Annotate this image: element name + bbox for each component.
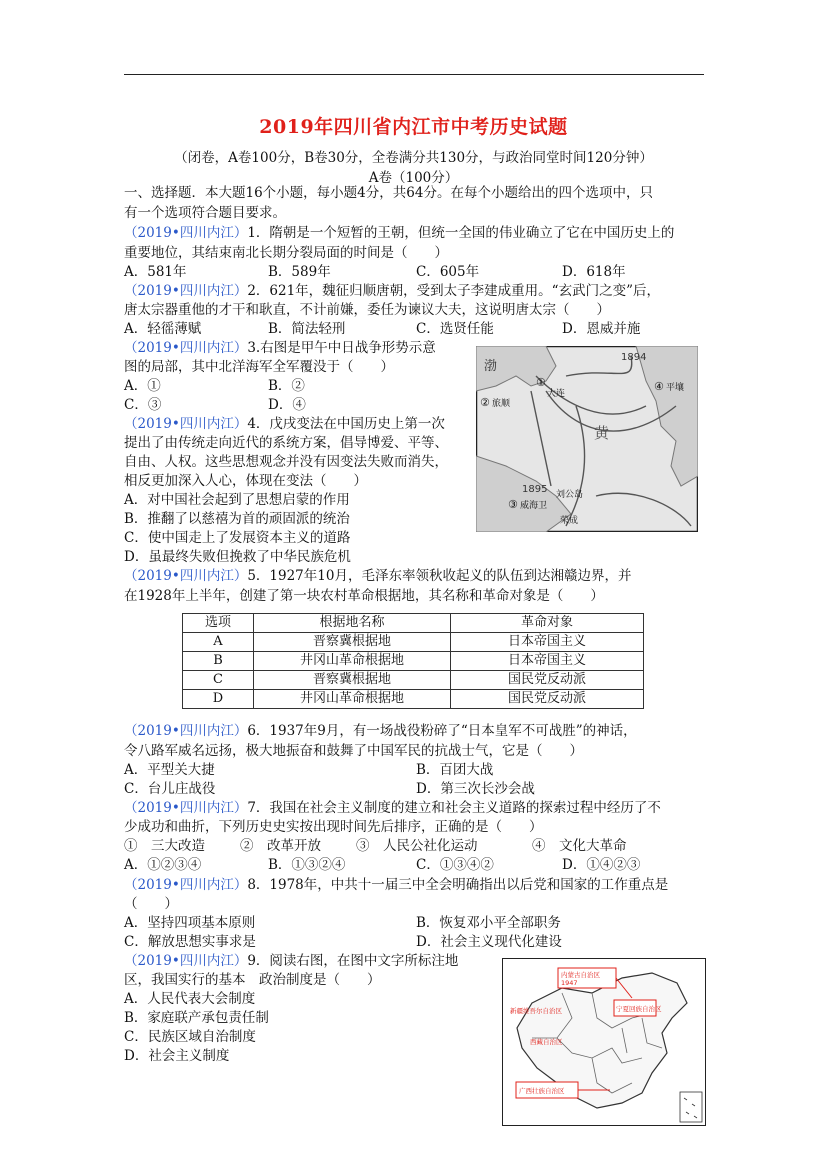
- question-7: （2019•四川内江）7．我国在社会主义制度的建立和社会主义道路的探索过程中经历了不: [124, 800, 661, 816]
- q6-option-d[interactable]: D．第三次长沙会战: [416, 781, 535, 797]
- q8-option-b[interactable]: B．恢复邓小平全部职务: [416, 915, 561, 931]
- south-china-sea-inset: [680, 1092, 702, 1122]
- q1-option-c[interactable]: C．605年: [416, 264, 480, 280]
- map-label-yellow-sea: 黄: [594, 424, 610, 442]
- table-cell: 国民党反动派: [451, 671, 644, 690]
- map-marker-3: ③: [508, 498, 518, 511]
- sino-japanese-war-map: [476, 346, 698, 532]
- map-label-tibet: 西藏自治区: [530, 1038, 563, 1046]
- question-1-line-2: 重要地位，其结束南北长期分裂局面的时间是（ ）: [124, 245, 448, 261]
- q7-item-2: ② 改革开放: [240, 838, 321, 854]
- map-label-weihaiwei: 威海卫: [520, 501, 548, 511]
- q4-option-d[interactable]: D．虽最终失败但挽救了中华民族危机: [124, 549, 351, 565]
- q2-option-b[interactable]: B．简法轻刑: [268, 321, 346, 337]
- q7-option-d[interactable]: D．①④②③: [562, 857, 641, 873]
- q1-option-d[interactable]: D．618年: [562, 264, 626, 280]
- q3-option-b[interactable]: B．②: [268, 378, 305, 394]
- table-header: 选项: [183, 614, 254, 633]
- q4-option-a[interactable]: A．对中国社会起到了思想启蒙的作用: [124, 492, 350, 508]
- q2-option-c[interactable]: C．选贤任能: [416, 321, 494, 337]
- table-cell: A: [183, 633, 254, 652]
- q7-item-3: ③ 人民公社化运动: [356, 838, 478, 854]
- q9-option-a[interactable]: A．人民代表大会制度: [124, 991, 256, 1007]
- question-7-line-2: 少成功和曲折，下列历史史实按出现时间先后排序，正确的是（ ）: [124, 819, 543, 835]
- map-marker-1: ①: [536, 376, 546, 389]
- q8-option-c[interactable]: C．解放思想实事求是: [124, 934, 256, 950]
- map-label-1895: 1895: [522, 484, 548, 495]
- question-1: （2019•四川内江）1．隋朝是一个短暂的王朝，但统一全国的伟业确立了它在中国历史上的: [124, 225, 675, 241]
- table-cell: 井冈山革命根据地: [254, 690, 451, 709]
- q3-option-d[interactable]: D．④: [268, 397, 306, 413]
- q9-option-b[interactable]: B．家庭联产承包责任制: [124, 1010, 269, 1026]
- table-cell: 日本帝国主义: [451, 633, 644, 652]
- question-3: （2019•四川内江）3.右图是甲午中日战争形势示意: [124, 340, 436, 356]
- map-marker-4: ④: [654, 380, 664, 393]
- q2-option-a[interactable]: A．轻徭薄赋: [124, 321, 202, 337]
- map-marker-2: ②: [480, 396, 490, 409]
- question-4-line-2: 提出了由传统走向近代的系统方案，倡导博爱、平等、: [124, 435, 448, 451]
- map-label-dalian: 大连: [547, 389, 566, 399]
- table-row[interactable]: [183, 652, 644, 671]
- q8-option-d[interactable]: D．社会主义现代化建设: [416, 934, 562, 950]
- question-2: （2019•四川内江）2．621年，魏征归顺唐朝，受到太子李建成重用。“玄武门之变”后，: [124, 283, 660, 299]
- table-cell: 井冈山革命根据地: [254, 652, 451, 671]
- q1-option-a[interactable]: A．581年: [124, 264, 187, 280]
- question-3-line-2: 图的局部，其中北洋海军全军覆没于（ ）: [124, 359, 394, 375]
- question-8-line-2: （ ）: [124, 896, 178, 912]
- q1-option-b[interactable]: B．589年: [268, 264, 331, 280]
- table-row[interactable]: [183, 633, 644, 652]
- table-header: 根据地名称: [254, 614, 451, 633]
- question-4: （2019•四川内江）4．戊戌变法在中国历史上第一次: [124, 416, 445, 432]
- question-8: （2019•四川内江）8．1978年，中共十一届三中全会明确指出以后党和国家的工作重点是: [124, 877, 669, 893]
- question-9-line-2: 区，我国实行的基本 政治制度是（ ）: [124, 972, 381, 988]
- china-autonomous-regions-map: [502, 958, 706, 1126]
- q7-option-c[interactable]: C．①③④②: [416, 857, 494, 873]
- page-title: 2019年四川省内江市中考历史试题: [259, 116, 568, 138]
- table-row[interactable]: [183, 671, 644, 690]
- q7-option-b[interactable]: B．①③②④: [268, 857, 346, 873]
- table-cell: C: [183, 671, 254, 690]
- table-header-row: [183, 614, 644, 633]
- question-5-line-2: 在1928年上半年，创建了第一块农村革命根据地，其名称和革命对象是（ ）: [124, 588, 604, 604]
- exam-subtitle: （闭卷，A卷100分，B卷30分，全卷满分共130分，与政治同堂时间120分钟）: [174, 150, 653, 166]
- question-6-line-2: 令八路军威名远扬，极大地振奋和鼓舞了中国军民的抗战士气，它是（ ）: [124, 743, 583, 759]
- q6-option-b[interactable]: B．百团大战: [416, 762, 494, 778]
- map-label-pyongyang: 平壤: [666, 383, 685, 393]
- question-4-line-4: 相反更加深入人心，体现在变法（ ）: [124, 473, 367, 489]
- instructions-line-1: 一、选择题．本大题16个小题，每小题4分，共64分。在每个小题给出的四个选项中，只: [124, 185, 653, 201]
- map-label-guangxi: 广西壮族自治区: [519, 1087, 565, 1095]
- q4-option-b[interactable]: B．推翻了以慈禧为首的顽固派的统治: [124, 511, 350, 527]
- q2-option-d[interactable]: D．恩威并施: [562, 321, 641, 337]
- table-cell: 国民党反动派: [451, 690, 644, 709]
- map-label-inner-mongolia-sub: 1947: [561, 979, 578, 987]
- section-a-heading: A卷（100分）: [368, 170, 459, 186]
- table-cell: D: [183, 690, 254, 709]
- table-cell: 晋察冀根据地: [254, 633, 451, 652]
- q9-option-c[interactable]: C．民族区域自治制度: [124, 1029, 256, 1045]
- q3-option-c[interactable]: C．③: [124, 397, 162, 413]
- q7-option-a[interactable]: A．①②③④: [124, 857, 202, 873]
- instructions-line-2: 有一个选项符合题目要求。: [124, 205, 286, 221]
- map-label-inner-mongolia: 内蒙古自治区: [561, 971, 600, 979]
- map-label-rongcheng: 荣成: [560, 516, 579, 526]
- q5-options-table: [182, 613, 644, 709]
- map-label-bohai: 渤: [484, 359, 498, 374]
- question-6: （2019•四川内江）6．1937年9月，有一场战役粉碎了“日本皇军不可战胜”的神话，: [124, 723, 637, 739]
- map-label-ningxia: 宁夏回族自治区: [616, 1005, 662, 1013]
- question-5: （2019•四川内江）5．1927年10月，毛泽东率领秋收起义的队伍到达湘赣边界，并: [124, 568, 632, 584]
- q4-option-c[interactable]: C．使中国走上了发展资本主义的道路: [124, 530, 351, 546]
- table-cell: 晋察冀根据地: [254, 671, 451, 690]
- table-cell: 日本帝国主义: [451, 652, 644, 671]
- table-cell: B: [183, 652, 254, 671]
- q7-item-4: ④ 文化大革命: [532, 838, 627, 854]
- q7-item-1: ① 三大改造: [124, 838, 205, 854]
- header-rule: [124, 74, 704, 75]
- question-2-line-2: 唐太宗器重他的才干和耿直，不计前嫌，委任为谏议大夫，这说明唐太宗（ ）: [124, 302, 610, 318]
- map-label-liugongdao: 刘公岛: [556, 490, 584, 500]
- q9-option-d[interactable]: D．社会主义制度: [124, 1048, 230, 1064]
- map-label-xinjiang: 新疆维吾尔自治区: [510, 1007, 562, 1015]
- question-9: （2019•四川内江）9．阅读右图，在图中文字所标注地: [124, 953, 459, 969]
- q8-option-a[interactable]: A．坚持四项基本原则: [124, 915, 256, 931]
- map-label-1894: 1894: [621, 352, 647, 363]
- question-4-line-3: 自由、人权。这些思想观念并没有因变法失败而消失，: [124, 454, 448, 470]
- map-label-lushun: 旅顺: [492, 399, 511, 409]
- table-header: 革命对象: [451, 614, 644, 633]
- source-tag: （2019•四川内江）: [124, 225, 248, 241]
- q6-option-c[interactable]: C．台儿庄战役: [124, 781, 216, 797]
- table-row[interactable]: [183, 690, 644, 709]
- q6-option-a[interactable]: A．平型关大捷: [124, 762, 215, 778]
- q3-option-a[interactable]: A．①: [124, 378, 161, 394]
